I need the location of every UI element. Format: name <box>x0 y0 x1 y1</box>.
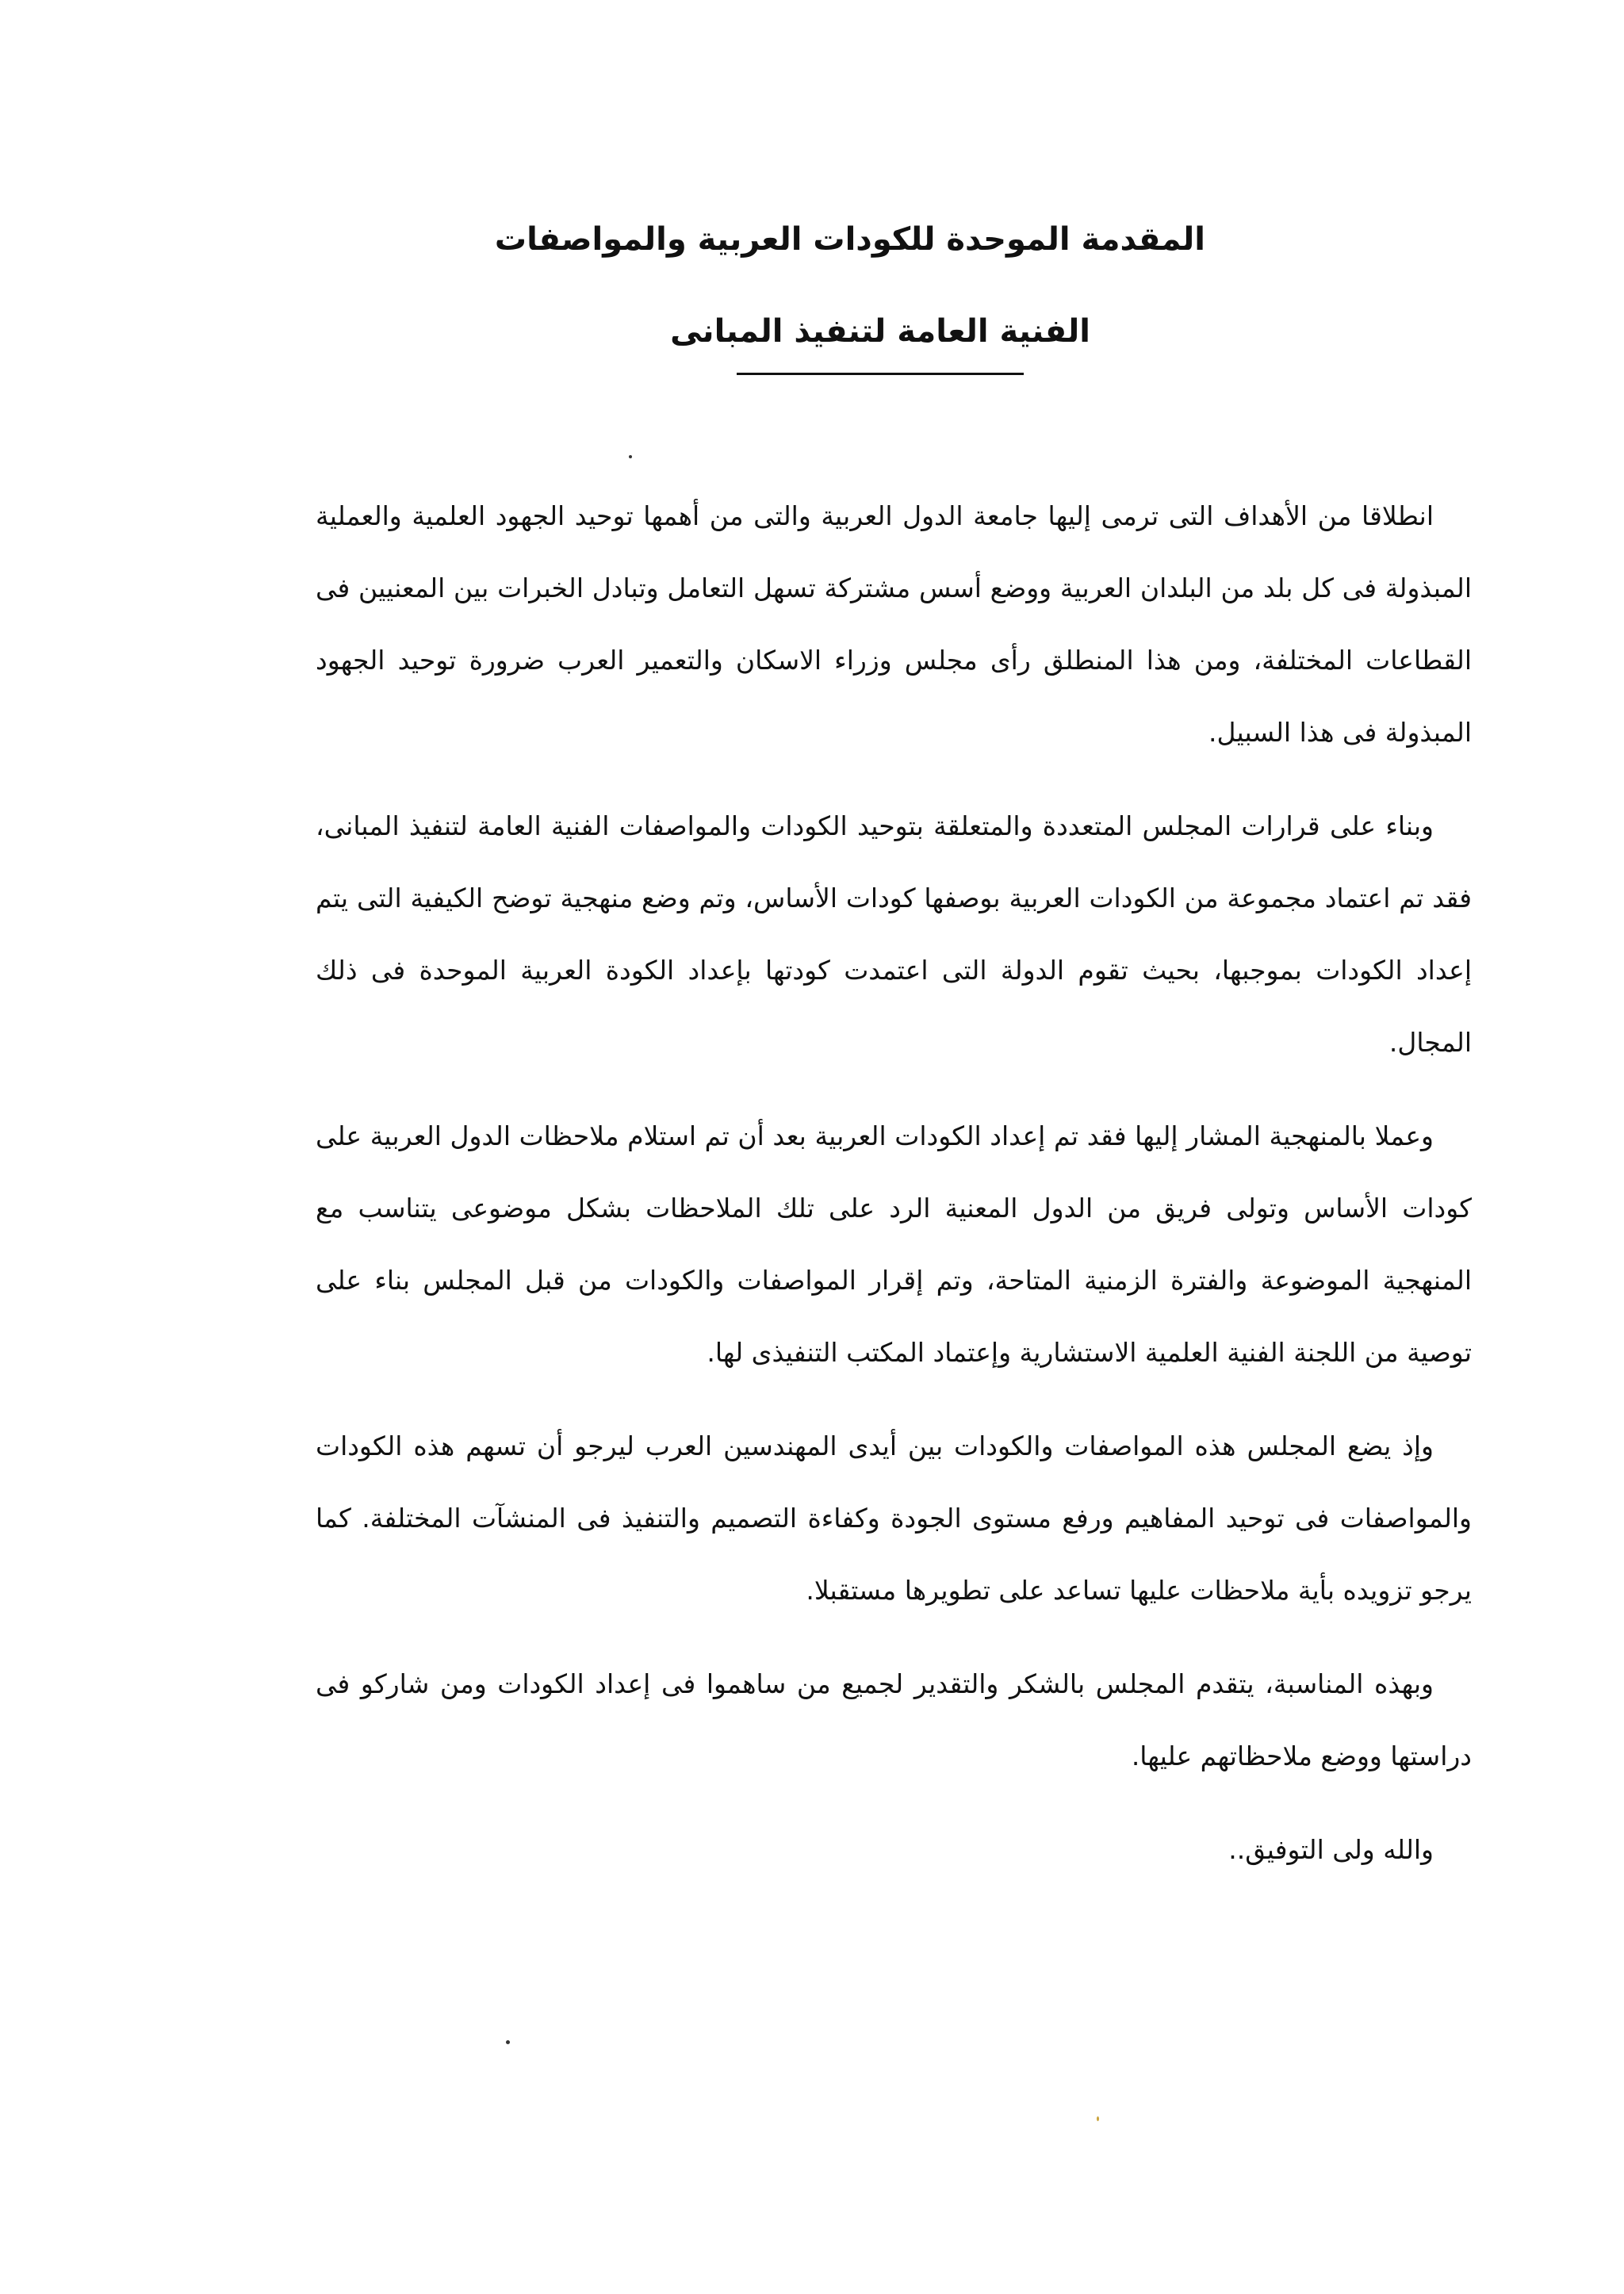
scan-speck <box>506 2040 510 2044</box>
closing-line: والله ولى التوفيق.. <box>1228 1834 1434 1865</box>
paragraph-2: وبناء على قرارات المجلس المتعددة والمتعلقة بتوحيد الكودات والمواصفات الفنية العامة لتنفيذ المبانى، فقد تم اعتماد مجموعة من الكودات العربية بوصفها كودات الأساس، وتم وضع منهجية توضح الكيفية التى يتم إعداد الكودات بموجبها، بحيث تقوم الدولة التى اعتمدت كودتها بإعداد الكودة العربية الموحدة فى ذلك المجال. <box>316 810 1472 1058</box>
title-line-1: المقدمة الموحدة للكودات العربية والمواصفات <box>494 221 1205 258</box>
paragraph-4: وإذ يضع المجلس هذه المواصفات والكودات بين أيدى المهندسين العرب ليرجو أن تسهم هذه الكودات والمواصفات فى توحيد المفاهيم ورفع مستوى الجودة وكفاءة التصميم والتنفيذ فى المنشآت المختلفة. كما يرجو تزويده بأية ملاحظات عليها تساعد على تطويرها مستقبلا. <box>316 1430 1472 1606</box>
title-block <box>494 216 1205 375</box>
paragraph-3: وعملا بالمنهجية المشار إليها فقد تم إعداد الكودات العربية بعد أن تم استلام ملاحظات الدول العربية على كودات الأساس وتولى فريق من الدول المعنية الرد على تلك الملاحظات بشكل موضوعى يتناسب مع المنهجية الموضوعة والفترة الزمنية المتاحة، وتم إقرار المواصفات والكودات من قبل المجلس بناء على توصية من اللجنة الفنية العلمية الاستشارية وإعتماد المكتب التنفيذى لها. <box>316 1120 1472 1368</box>
paragraph-5: وبهذه المناسبة، يتقدم المجلس بالشكر والتقدير لجميع من ساهموا فى إعداد الكودات ومن شاركو فى دراستها ووضع ملاحظاتهم عليها. <box>316 1668 1472 1771</box>
title-underline <box>737 373 1024 375</box>
scan-speck <box>1097 2116 1099 2121</box>
paragraph-1: انطلاقا من الأهداف التى ترمى إليها جامعة الدول العربية والتى من أهمها توحيد الجهود العلمية والعملية المبذولة فى كل بلد من البلدان العربية ووضع أسس مشتركة تسهل التعامل وتبادل الخبرات بين المعنيين فى القطاعات المختلفة، ومن هذا المنطلق رأى مجلس وزراء الاسكان والتعمير العرب ضرورة توحيد الجهود المبذولة فى هذا السبيل. <box>316 500 1472 748</box>
scan-speck <box>629 455 632 458</box>
title-line-2: الفنية العامة لتنفيذ المبانى <box>670 313 1090 350</box>
document-body <box>316 480 1472 1886</box>
